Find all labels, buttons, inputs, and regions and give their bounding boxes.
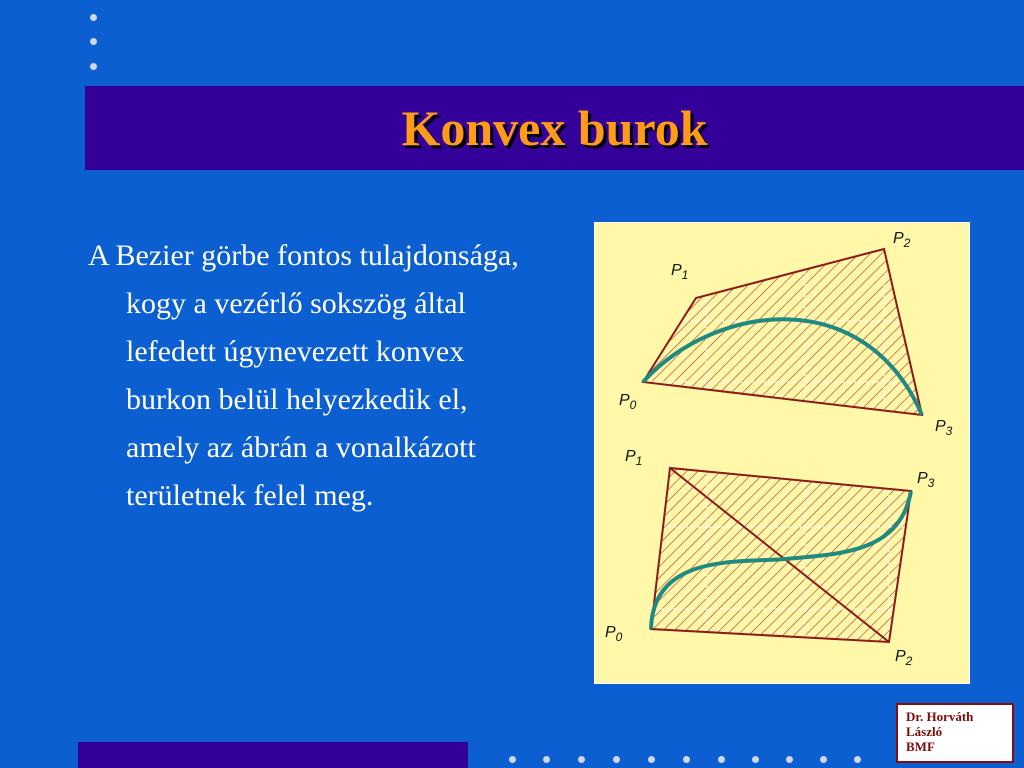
author-institution: BMF: [906, 739, 935, 754]
svg-text:P2: $P_2$: [893, 230, 911, 250]
svg-text:P2: $P_2$: [895, 648, 913, 668]
slide-title: Konvex burok: [401, 100, 708, 156]
svg-text:P1: $P_1$: [625, 448, 643, 468]
author-box: [896, 703, 1014, 763]
svg-text:P3: $P_3$: [917, 470, 935, 490]
body-text: A Bezier görbe fontos tulajdonsága, kogy a vezérlő sokszög által lefedett úgynevezett konvex burkon belül helyezkedik el, amely az ábrán a vonalkázott területnek felel meg.: [88, 239, 519, 512]
bottom-hull: [595, 453, 969, 683]
decor-dot: [854, 756, 861, 763]
svg-text:P3: $P_3$: [935, 418, 953, 438]
decor-dot: [648, 756, 655, 763]
decor-dot: [509, 756, 516, 763]
decor-dot: [613, 756, 620, 763]
decor-dot: [90, 38, 97, 45]
decor-dot: [578, 756, 585, 763]
decor-dot: [683, 756, 690, 763]
decor-dot: [718, 756, 725, 763]
decor-dot: [752, 756, 759, 763]
decor-dot: [90, 14, 97, 21]
decor-dot: [820, 756, 827, 763]
convex-hull-figure: [594, 222, 970, 684]
svg-text:P0: $P_0$: [605, 624, 623, 644]
bezier-diagram: [595, 223, 969, 683]
svg-text:P0: $P_0$: [619, 392, 637, 412]
top-hull: [595, 223, 969, 453]
author-name-line2: László: [906, 724, 943, 739]
svg-text:P1: $P_1$: [671, 262, 689, 282]
author-name-line1: Dr. Horváth: [906, 709, 974, 724]
decor-dot: [543, 756, 550, 763]
decor-dot: [786, 756, 793, 763]
decor-dot: [90, 63, 97, 70]
footer-bar: [78, 742, 468, 768]
